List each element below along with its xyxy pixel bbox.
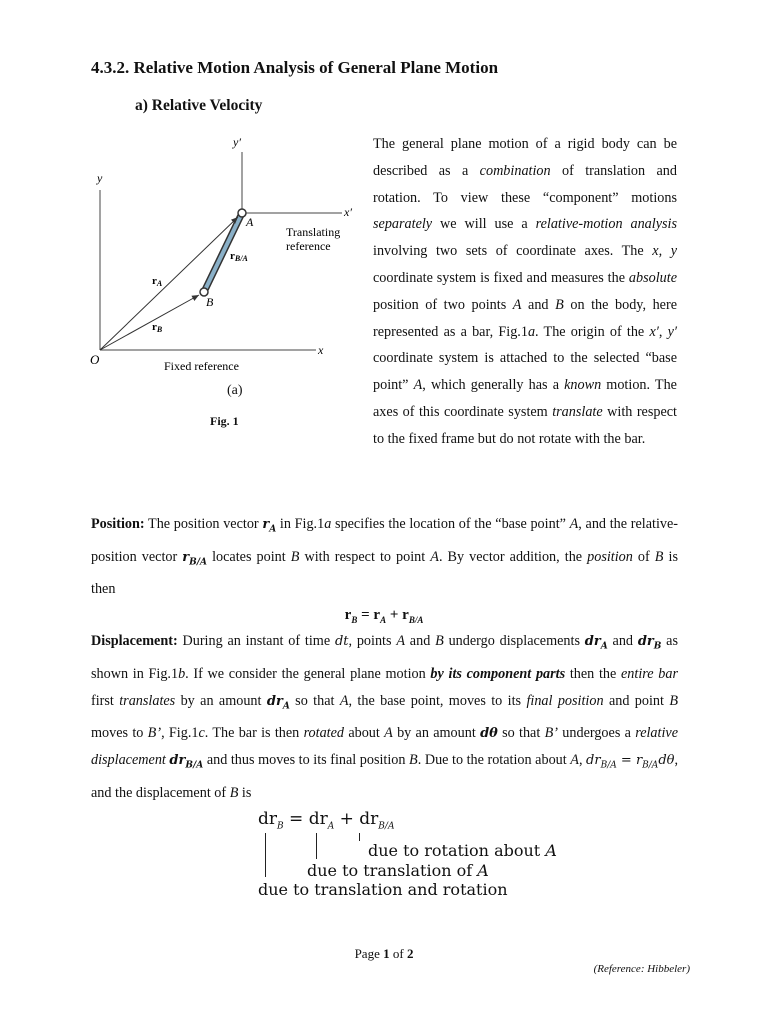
label-r-b: rB: [152, 321, 163, 334]
label-origin: O: [90, 352, 100, 367]
section-title: 4.3.2. Relative Motion Analysis of General Plane Motion: [91, 58, 499, 77]
displacement-paragraph: Displacement: During an instant of time dt, points A and B undergo displacements $dr_A$ and $dr_B$ as shown in Fig.1b. If we consider the general plane motion by its component parts then the entire bar first translates by an amount $dr_A$ so that A, the base point, moves to its final position and point B moves to B’, Fig.1c. The bar is then rotated about A by an amount dθ so that B’ undergoes a relative displacement $dr_{B/A}$ and thus moves to its final position B. Due to the rotation about A, $dr_{B/A} = r_{B/A}d\theta$, and the displacement of B is: [91, 633, 679, 801]
position-equation: $r_B = r_A + r_{B/A}$: [344, 607, 424, 625]
displacement-equation: $dr_B = dr_A + dr_{B/A}$: [258, 809, 395, 832]
bar-highlight: [204, 213, 242, 292]
label-fixed-reference: Fixed reference: [164, 359, 239, 373]
intro-paragraph: The general plane motion of a rigid body can be described as a combination of translation and rotation. To view these “component” motions separately we will use a relative-motion analysis involving two sets of coordinate axes. The x, y coordinate system is fixed and measures the absolute position of two points A and B on the body, here represented as a bar, Fig.1a. The origin of the x′, y′ coordinate system is attached to the selected “base point” A, which generally has a known motion. The axes of this coordinate system translate with respect to the fixed frame but do not rotate with the bar.: [373, 136, 678, 447]
label-translating-reference-2: reference: [286, 239, 331, 253]
note-rotation: due to rotation about A: [368, 841, 557, 860]
position-label: Position:: [91, 516, 145, 532]
bracket-line-total: [265, 833, 266, 877]
label-point-a: A: [246, 215, 254, 229]
bracket-line-rotation: [359, 833, 360, 841]
label-r-a: rA: [152, 275, 163, 288]
point-a-dot: [238, 209, 246, 217]
label-x-prime: x′: [344, 205, 352, 219]
displacement-label: Displacement:: [91, 633, 178, 649]
label-translating-reference-1: Translating: [286, 225, 341, 239]
bracket-line-translation: [316, 833, 317, 859]
label-point-b: B: [206, 295, 214, 309]
figure-1-diagram: [80, 128, 370, 378]
note-translation-and-rotation: due to translation and rotation: [258, 880, 508, 899]
label-y-prime: y′: [233, 135, 241, 149]
subsection-title: a) Relative Velocity: [135, 97, 263, 114]
note-translation: due to translation of A: [307, 861, 489, 880]
figure-number: Fig. 1: [210, 414, 239, 428]
label-y: y: [97, 171, 103, 185]
reference-note: (Reference: Hibbeler): [593, 963, 690, 975]
page-number: Page 1 of 2: [354, 946, 414, 961]
label-x: x: [318, 343, 324, 357]
position-paragraph: Position: The position vector $r_A$ in Fig.1a specifies the location of the “base point” A, and the relative-position vector $r_{B/A}$ locates point B with respect to point A. By vector addition, the position of B is then: [91, 516, 678, 598]
figure-caption: (a): [227, 383, 243, 398]
label-r-ba: rB/A: [230, 250, 248, 263]
vector-r-a: [100, 217, 238, 350]
vector-r-b: [100, 295, 199, 350]
